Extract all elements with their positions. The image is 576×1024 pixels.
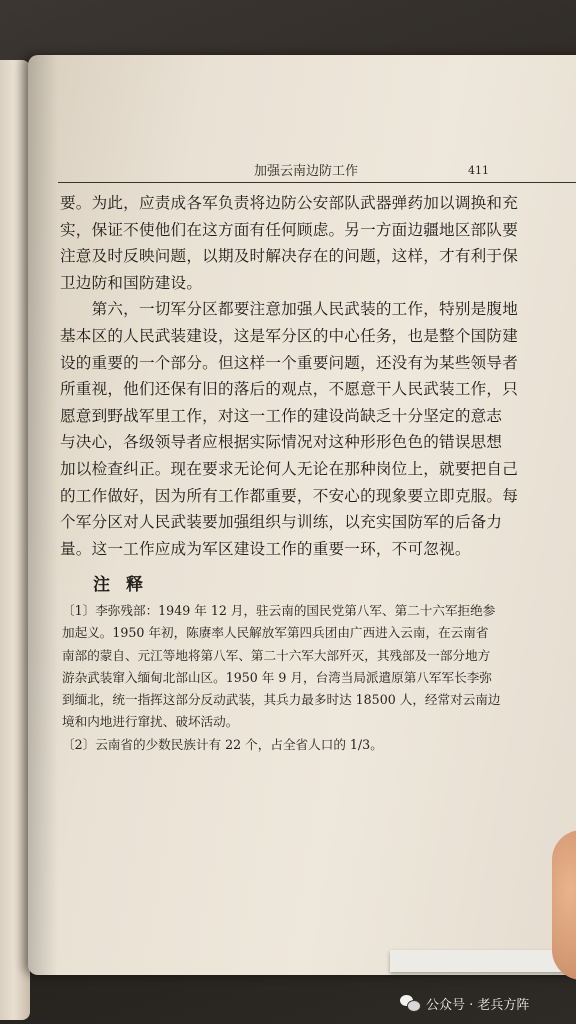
body-line: 注意及时反映问题，以期及时解决存在的问题，这样，才有利于保 [60, 247, 519, 266]
header-rule [58, 182, 576, 183]
bookmark-strip [390, 950, 576, 972]
body-line: 卫边防和国防建设。 [60, 273, 203, 292]
body-line: 所重视，他们还保有旧的落后的观点，不愿意干人民武装工作，只 [60, 380, 519, 399]
page-number: 411 [468, 164, 489, 177]
body-line: 的工作做好，因为所有工作都重要，不安心的现象要立即克服。每 [60, 486, 519, 505]
note-line: 境和内地进行窜扰、破坏活动。 [62, 714, 239, 730]
body-line: 设的重要的一个部分。但这样一个重要问题，还没有为某些领导者 [60, 353, 519, 372]
body-line: 量。这一工作应成为军区建设工作的重要一环，不可忽视。 [60, 539, 471, 558]
page-header [58, 160, 576, 186]
finger [552, 830, 576, 980]
watermark [400, 992, 529, 1014]
wechat-icon [400, 994, 420, 1012]
body-line: 与决心，各级领导者应根据实际情况对这种形形色色的错误思想 [60, 433, 503, 452]
page-gutter-shadow [28, 55, 58, 975]
body-line: 第六，一切军分区都要注意加强人民武装的工作，特别是腹地 [60, 300, 519, 319]
note-line: 游杂武装窜入缅甸北部山区。1950 年 9 月，台湾当局派遣原第八军军长李弥 [62, 669, 492, 685]
body-line: 愿意到野战军里工作，对这一工作的建设尚缺乏十分坚定的意志 [60, 406, 503, 425]
note-line: 到缅北，统一指挥这部分反动武装，其兵力最多时达 18500 人，经常对云南边 [62, 692, 501, 708]
note-line: 南部的蒙自、元江等地将第八军、第二十六军大部歼灭，其残部及一部分地方 [62, 647, 491, 663]
body-text [60, 190, 572, 562]
body-line: 个军分区对人民武装要加强组织与训练，以充实国防军的后备力 [60, 513, 503, 532]
body-line: 要。为此，应责成各军负责将边防公安部队武器弹药加以调换和充 [60, 194, 519, 212]
notes-section [62, 600, 562, 756]
body-line: 基本区的人民武装建设，这是军分区的中心任务，也是整个国防建 [60, 326, 519, 345]
body-line: 加以检查纠正。现在要求无论何人无论在那种岗位上，就要把自己 [60, 459, 519, 478]
watermark-text: 公众号 · 老兵方阵 [426, 997, 530, 1013]
running-title: 加强云南边防工作 [254, 164, 359, 179]
note-line: 〔1〕李弥残部：1949 年 12 月，驻云南的国民党第八军、第二十六军拒绝参 [62, 603, 496, 618]
left-page-edge [0, 60, 30, 1020]
notes-heading: 注释 [93, 575, 159, 595]
body-line: 实，保证不使他们在这方面有任何顾虑。另一方面边疆地区部队要 [60, 220, 519, 239]
note-line: 〔2〕云南省的少数民族计有 22 个，占全省人口的 1/3。 [62, 736, 383, 752]
note-line: 加起义。1950 年初，陈赓率人民解放军第四兵团由广西进入云南，在云南省 [62, 625, 489, 641]
